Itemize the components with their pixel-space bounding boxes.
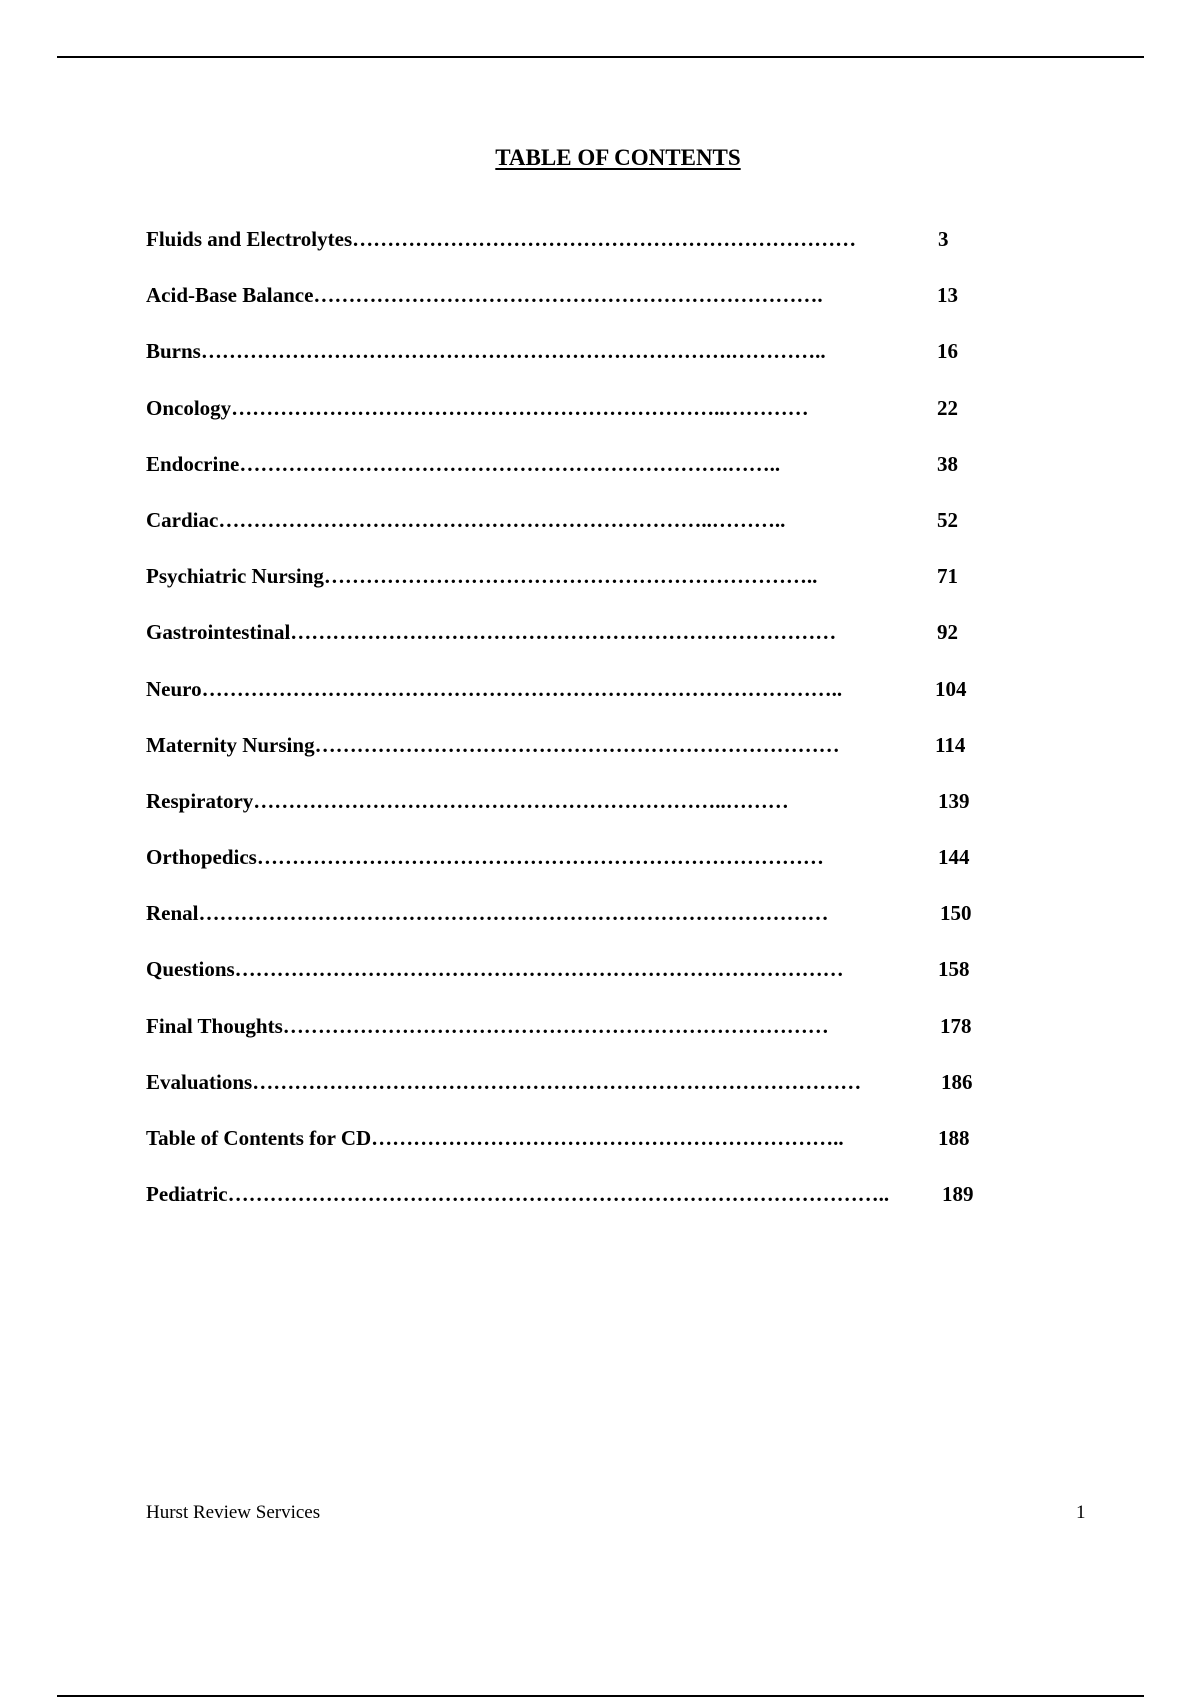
toc-entry-page: 144 [938,845,970,870]
toc-entry-title: Pediatric………………………………………………………………………………….. [146,1182,890,1207]
toc-entry-maternity-nursing[interactable] [146,732,996,788]
toc-entry-title: Maternity Nursing………………………………………………………………… [146,732,840,757]
toc-entry-title: Psychiatric Nursing…………………………………………………………….. [146,564,818,589]
toc-entry-page: 71 [937,564,958,589]
toc-entry-title: Neuro……………………………………………………………………………….. [146,676,843,701]
toc-entry-fluids-and-electrolytes[interactable] [146,226,996,282]
toc-entry-cardiac[interactable] [146,507,996,563]
toc-entry-title: Renal……………………………………………………………………………… [146,901,829,926]
toc-entry-page: 22 [937,395,958,420]
toc-entry-page: 104 [935,676,967,701]
bottom-rule [57,1695,1144,1697]
table-of-contents [146,226,996,1237]
toc-entry-endocrine[interactable] [146,451,996,507]
toc-entry-final-thoughts[interactable] [146,1013,996,1069]
toc-entry-page: 186 [941,1069,973,1094]
toc-entry-title: Evaluations…………………………………………………………………………… [146,1069,862,1094]
toc-entry-title: Questions…………………………………………………………………………… [146,957,844,982]
toc-entry-page: 3 [938,227,949,251]
toc-entry-gastrointestinal[interactable] [146,619,996,675]
toc-entry-page: 16 [937,339,958,364]
toc-entry-title: Fluids and Electrolytes……………………………………………………………… [146,227,857,251]
toc-entry-title: Cardiac……………………………………………………………..……….. [146,507,786,532]
toc-entry-title: Final Thoughts…………………………………………………………………… [146,1013,829,1038]
toc-entry-page: 139 [938,788,970,813]
toc-entry-neuro[interactable] [146,676,996,732]
toc-entry-page: 189 [942,1182,974,1207]
toc-entry-title: Orthopedics……………………………………………………………………… [146,845,824,870]
toc-entry-renal[interactable] [146,900,996,956]
toc-entry-page: 13 [937,283,958,308]
toc-entry-title: Acid-Base Balance………………………………………………………………. [146,283,823,308]
toc-entry-title: Respiratory…………………………………………………………..……… [146,788,789,813]
toc-entry-oncology[interactable] [146,395,996,451]
top-rule [57,56,1144,58]
toc-entry-pediatric[interactable] [146,1181,996,1237]
toc-entry-page: 188 [938,1126,970,1150]
toc-entry-title: Gastrointestinal…………………………………………………………………… [146,620,837,645]
toc-entry-title: Oncology……………………………………………………………..………… [146,395,809,420]
toc-entry-page: 150 [940,901,972,926]
toc-entry-questions[interactable] [146,956,996,1012]
toc-entry-table-of-contents-for-cd[interactable] [146,1125,996,1181]
toc-entry-page: 178 [940,1013,972,1038]
toc-entry-orthopedics[interactable] [146,844,996,900]
footer-page-number: 1 [1076,1502,1086,1523]
toc-entry-burns[interactable] [146,338,996,394]
toc-entry-title: Burns………………………………………………………………….………….. [146,339,826,364]
toc-entry-page: 114 [935,732,966,757]
toc-entry-title: Table of Contents for CD………………………………………………………….. [146,1126,844,1150]
toc-entry-acid-base-balance[interactable] [146,282,996,338]
page-title: TABLE OF CONTENTS [495,145,741,170]
toc-entry-page: 38 [937,451,958,476]
toc-entry-page: 92 [937,620,958,645]
toc-entry-title: Endocrine…………………………………………………………….…….. [146,451,781,476]
toc-entry-page: 158 [938,957,970,982]
toc-entry-respiratory[interactable] [146,788,996,844]
toc-entry-page: 52 [937,507,958,532]
footer-organization: Hurst Review Services [146,1502,321,1523]
toc-entry-evaluations[interactable] [146,1069,996,1125]
toc-entry-psychiatric-nursing[interactable] [146,563,996,619]
